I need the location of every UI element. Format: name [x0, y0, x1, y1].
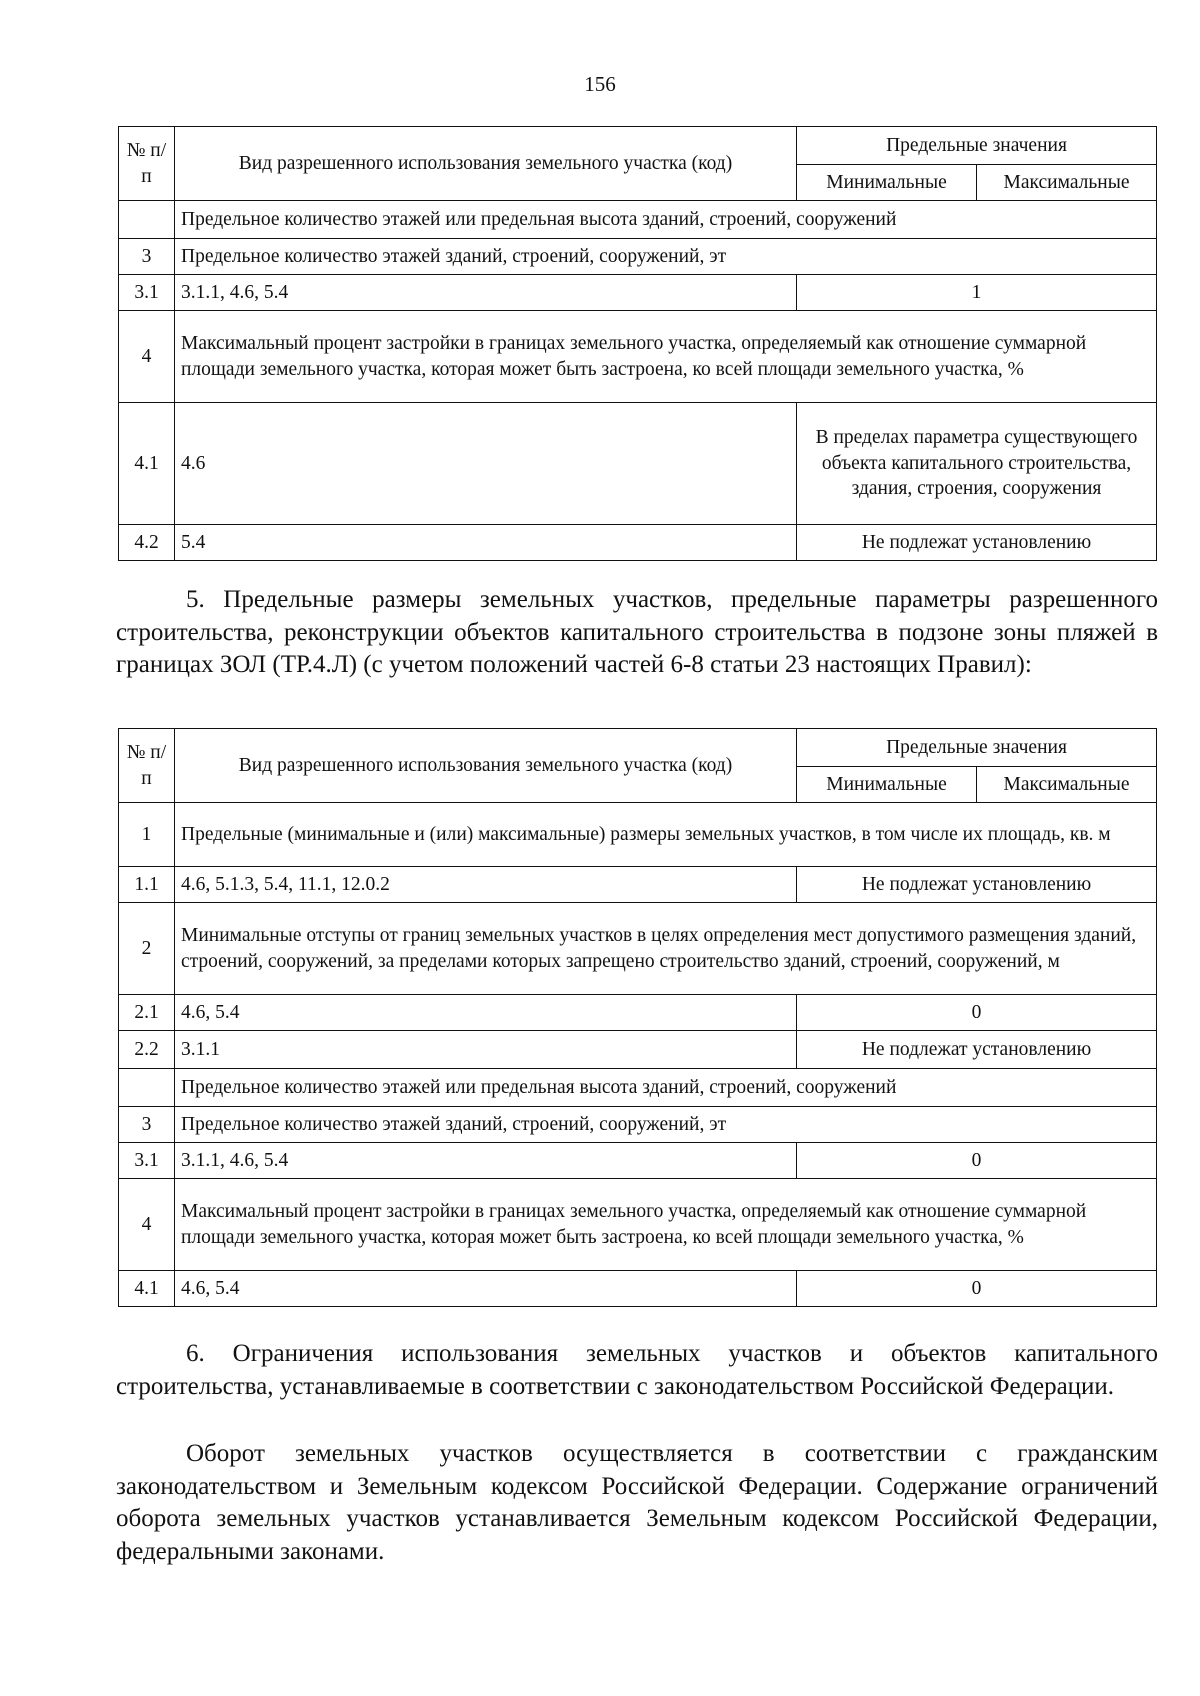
table-row: [119, 275, 1157, 311]
row-num: 4.1: [119, 1271, 175, 1307]
row-value: Не подлежат установлению: [797, 1031, 1157, 1069]
row-value: 0: [797, 1271, 1157, 1307]
row-codes: 4.6, 5.4: [175, 995, 797, 1031]
row-value: 0: [797, 1143, 1157, 1179]
row-codes: 4.6, 5.1.3, 5.4, 11.1, 12.0.2: [175, 867, 797, 903]
limits-table-2: [118, 728, 1157, 1307]
page-number: 156: [584, 72, 616, 96]
header-num: № п/п: [119, 127, 175, 201]
header-max: Максимальные: [977, 165, 1157, 201]
row-value: 1: [797, 275, 1157, 311]
table-row: [119, 525, 1157, 561]
row-num: 4.2: [119, 525, 175, 561]
table-row: [119, 311, 1157, 403]
header-max: Максимальные: [977, 767, 1157, 803]
header-min: Минимальные: [797, 767, 977, 803]
header-type: Вид разрешенного использования земельного участка (код): [175, 127, 797, 201]
table-row: [119, 1069, 1157, 1107]
row-codes: 3.1.1: [175, 1031, 797, 1069]
header-limits: Предельные значения: [797, 729, 1157, 767]
row-num: 2.2: [119, 1031, 175, 1069]
table-row: [119, 1179, 1157, 1271]
row-num: 3.1: [119, 275, 175, 311]
table-row: [119, 995, 1157, 1031]
section-row-text: Предельное количество этажей или предельная высота зданий, строений, сооружений: [175, 201, 1157, 239]
row-text: Максимальный процент застройки в границах земельного участка, определяемый как отношение суммарной площади земельного участка, которая может быть застроена, ко всей площади земельного участка, %: [175, 311, 1157, 403]
row-num: 2: [119, 903, 175, 995]
row-value: В пределах параметра существующего объекта капитального строительства, здания, строения, сооружения: [797, 403, 1157, 525]
paragraph-7: Оборот земельных участков осуществляется в соответствии с гражданским законодательством и Земельным кодексом Российской Федерации. Содержание ограничений оборота земельных участков устанавливается Земельным кодексом Российской Федерации, федеральными законами.: [116, 1440, 1158, 1565]
row-num: 1: [119, 803, 175, 867]
row-codes: 3.1.1, 4.6, 5.4: [175, 1143, 797, 1179]
row-codes: 4.6: [175, 403, 797, 525]
row-num: 4.1: [119, 403, 175, 525]
row-value: 0: [797, 995, 1157, 1031]
row-codes: 5.4: [175, 525, 797, 561]
table-row: [119, 803, 1157, 867]
row-num: 3: [119, 239, 175, 275]
row-num: 4: [119, 1179, 175, 1271]
table-row: [119, 1143, 1157, 1179]
row-num: 2.1: [119, 995, 175, 1031]
row-num: 3.1: [119, 1143, 175, 1179]
row-num: 4: [119, 311, 175, 403]
row-value: Не подлежат установлению: [797, 867, 1157, 903]
table-row: [119, 903, 1157, 995]
row-codes: 4.6, 5.4: [175, 1271, 797, 1307]
table-row: [119, 1107, 1157, 1143]
row-text: Максимальный процент застройки в границах земельного участка, определяемый как отношение суммарной площади земельного участка, которая может быть застроена, ко всей площади земельного участка, %: [175, 1179, 1157, 1271]
table-row: [119, 403, 1157, 525]
header-min: Минимальные: [797, 165, 977, 201]
section-row-text: Предельное количество этажей или предельная высота зданий, строений, сооружений: [175, 1069, 1157, 1107]
table-row: [119, 201, 1157, 239]
table-row: [119, 239, 1157, 275]
table-row: [119, 1031, 1157, 1069]
header-type: Вид разрешенного использования земельного участка (код): [175, 729, 797, 803]
row-text: Предельное количество этажей зданий, строений, сооружений, эт: [175, 239, 1157, 275]
row-value: Не подлежат установлению: [797, 525, 1157, 561]
table-row: [119, 867, 1157, 903]
row-text: Предельное количество этажей зданий, строений, сооружений, эт: [175, 1107, 1157, 1143]
row-text: Предельные (минимальные и (или) максимальные) размеры земельных участков, в том числе их площадь, кв. м: [175, 803, 1157, 867]
row-text: Минимальные отступы от границ земельных участков в целях определения мест допустимого размещения зданий, строений, сооружений, за пределами которых запрещено строительство зданий, строений, сооружений, м: [175, 903, 1157, 995]
paragraph-6: 6. Ограничения использования земельных участков и объектов капитального строительства, устанавливаемые в соответствии с законодательством Российской Федерации.: [116, 1340, 1158, 1400]
header-num: № п/п: [119, 729, 175, 803]
row-codes: 3.1.1, 4.6, 5.4: [175, 275, 797, 311]
row-num: 3: [119, 1107, 175, 1143]
header-limits: Предельные значения: [797, 127, 1157, 165]
row-num: 1.1: [119, 867, 175, 903]
limits-table-1: [118, 126, 1157, 561]
table-row: [119, 1271, 1157, 1307]
paragraph-5: 5. Предельные размеры земельных участков, предельные параметры разрешенного строительства, реконструкции объектов капитального строительства в подзоне зоны пляжей в границах ЗОЛ (ТР.4.Л) (с учетом положений частей 6-8 статьи 23 настоящих Правил):: [116, 586, 1158, 678]
